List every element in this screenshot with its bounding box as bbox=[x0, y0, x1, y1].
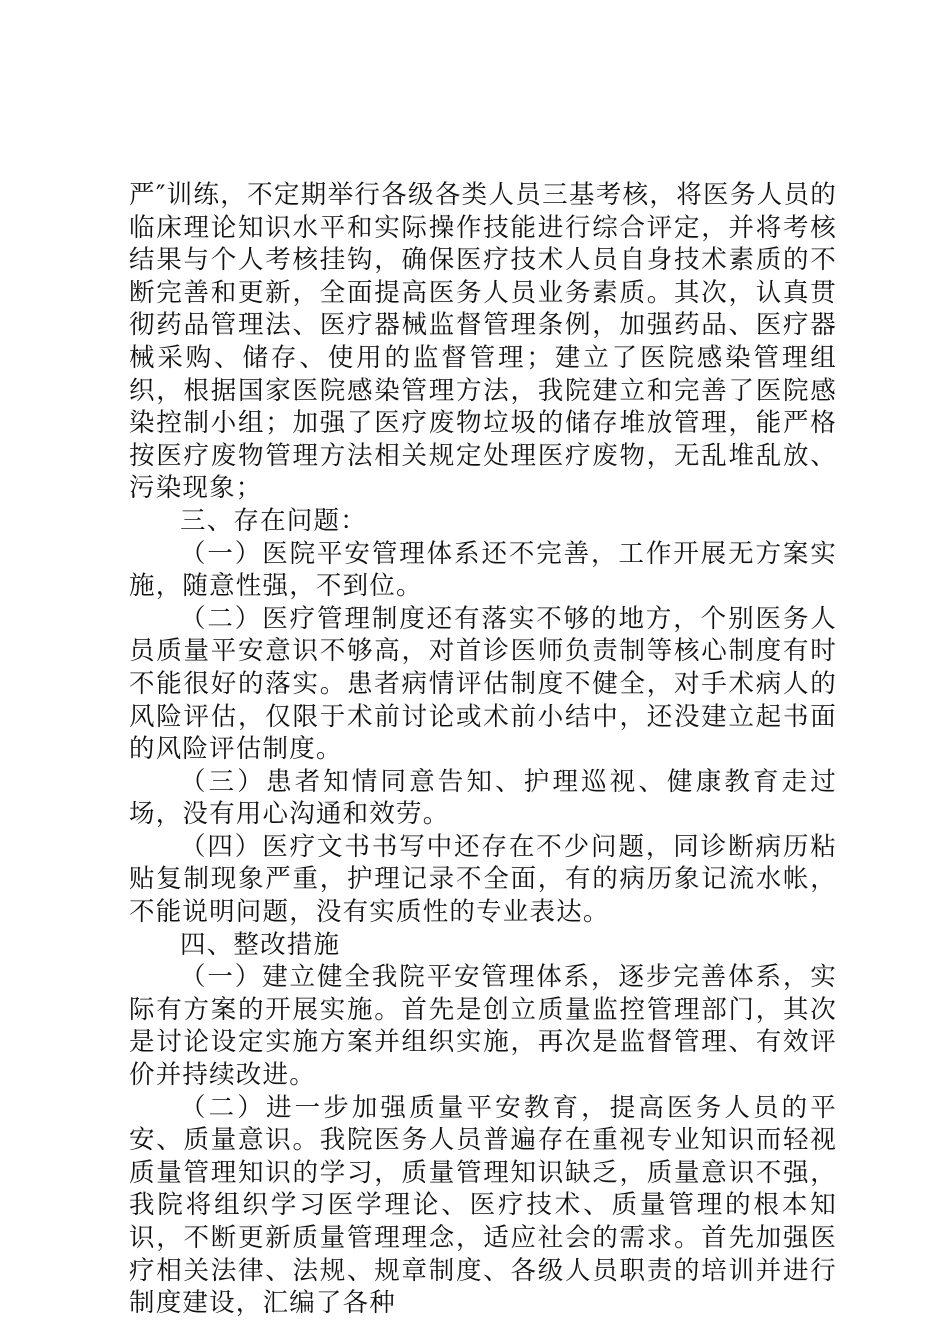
problem-item-2: （二）医疗管理制度还有落实不够的地方，个别医务人员质量平安意识不够高，对首诊医师负责制等核心制度有时不能很好的落实。患者病情评估制度不健全，对手术病人的风险评估，仅限于术前讨论或术前小结中，还没建立起书面的风险评估制度。 bbox=[129, 603, 837, 765]
document-body bbox=[129, 179, 837, 1320]
problem-item-4: （四）医疗文书书写中还存在不少问题，同诊断病历粘贴复制现象严重，护理记录不全面，有的病历象记流水帐，不能说明问题，没有实质性的专业表达。 bbox=[129, 831, 837, 928]
problem-item-3: （三）患者知情同意告知、护理巡视、健康教育走过场，没有用心沟通和效劳。 bbox=[129, 766, 837, 830]
paragraph-training-and-management: 严″训练，不定期举行各级各类人员三基考核，将医务人员的临床理论知识水平和实际操作技能进行综合评定，并将考核结果与个人考核挂钩，确保医疗技术人员自身技术素质的不断完善和更新，全面提高医务人员业务素质。其次，认真贯彻药品管理法、医疗器械监督管理条例，加强药品、医疗器械采购、储存、使用的监督管理；建立了医院感染管理组织，根据国家医院感染管理方法，我院建立和完善了医院感染控制小组；加强了医疗废物垃圾的储存堆放管理，能严格按医疗废物管理方法相关规定处理医疗废物，无乱堆乱放、污染现象； bbox=[129, 180, 837, 504]
measure-item-2: （二）进一步加强质量平安教育，提高医务人员的平安、质量意识。我院医务人员普遍存在重视专业知识而轻视质量管理知识的学习，质量管理知识缺乏，质量意识不强，我院将组织学习医学理论、医疗技术、质量管理的根本知识，不断更新质量管理理念，适应社会的需求。首先加强医疗相关法律、法规、规章制度、各级人员职责的培训并进行制度建设，汇编了各种 bbox=[129, 1092, 837, 1319]
section-heading-existing-problems: 三、存在问题： bbox=[180, 505, 367, 536]
measure-item-1: （一）建立健全我院平安管理体系，逐步完善体系，实际有方案的开展实施。首先是创立质量监控管理部门，其次是讨论设定实施方案并组织实施，再次是监督管理、有效评价并持续改进。 bbox=[129, 962, 837, 1091]
problem-item-1: （一）医院平安管理体系还不完善，工作开展无方案实施，随意性强，不到位。 bbox=[129, 538, 837, 602]
section-heading-rectification-measures: 四、整改措施 bbox=[180, 929, 341, 960]
